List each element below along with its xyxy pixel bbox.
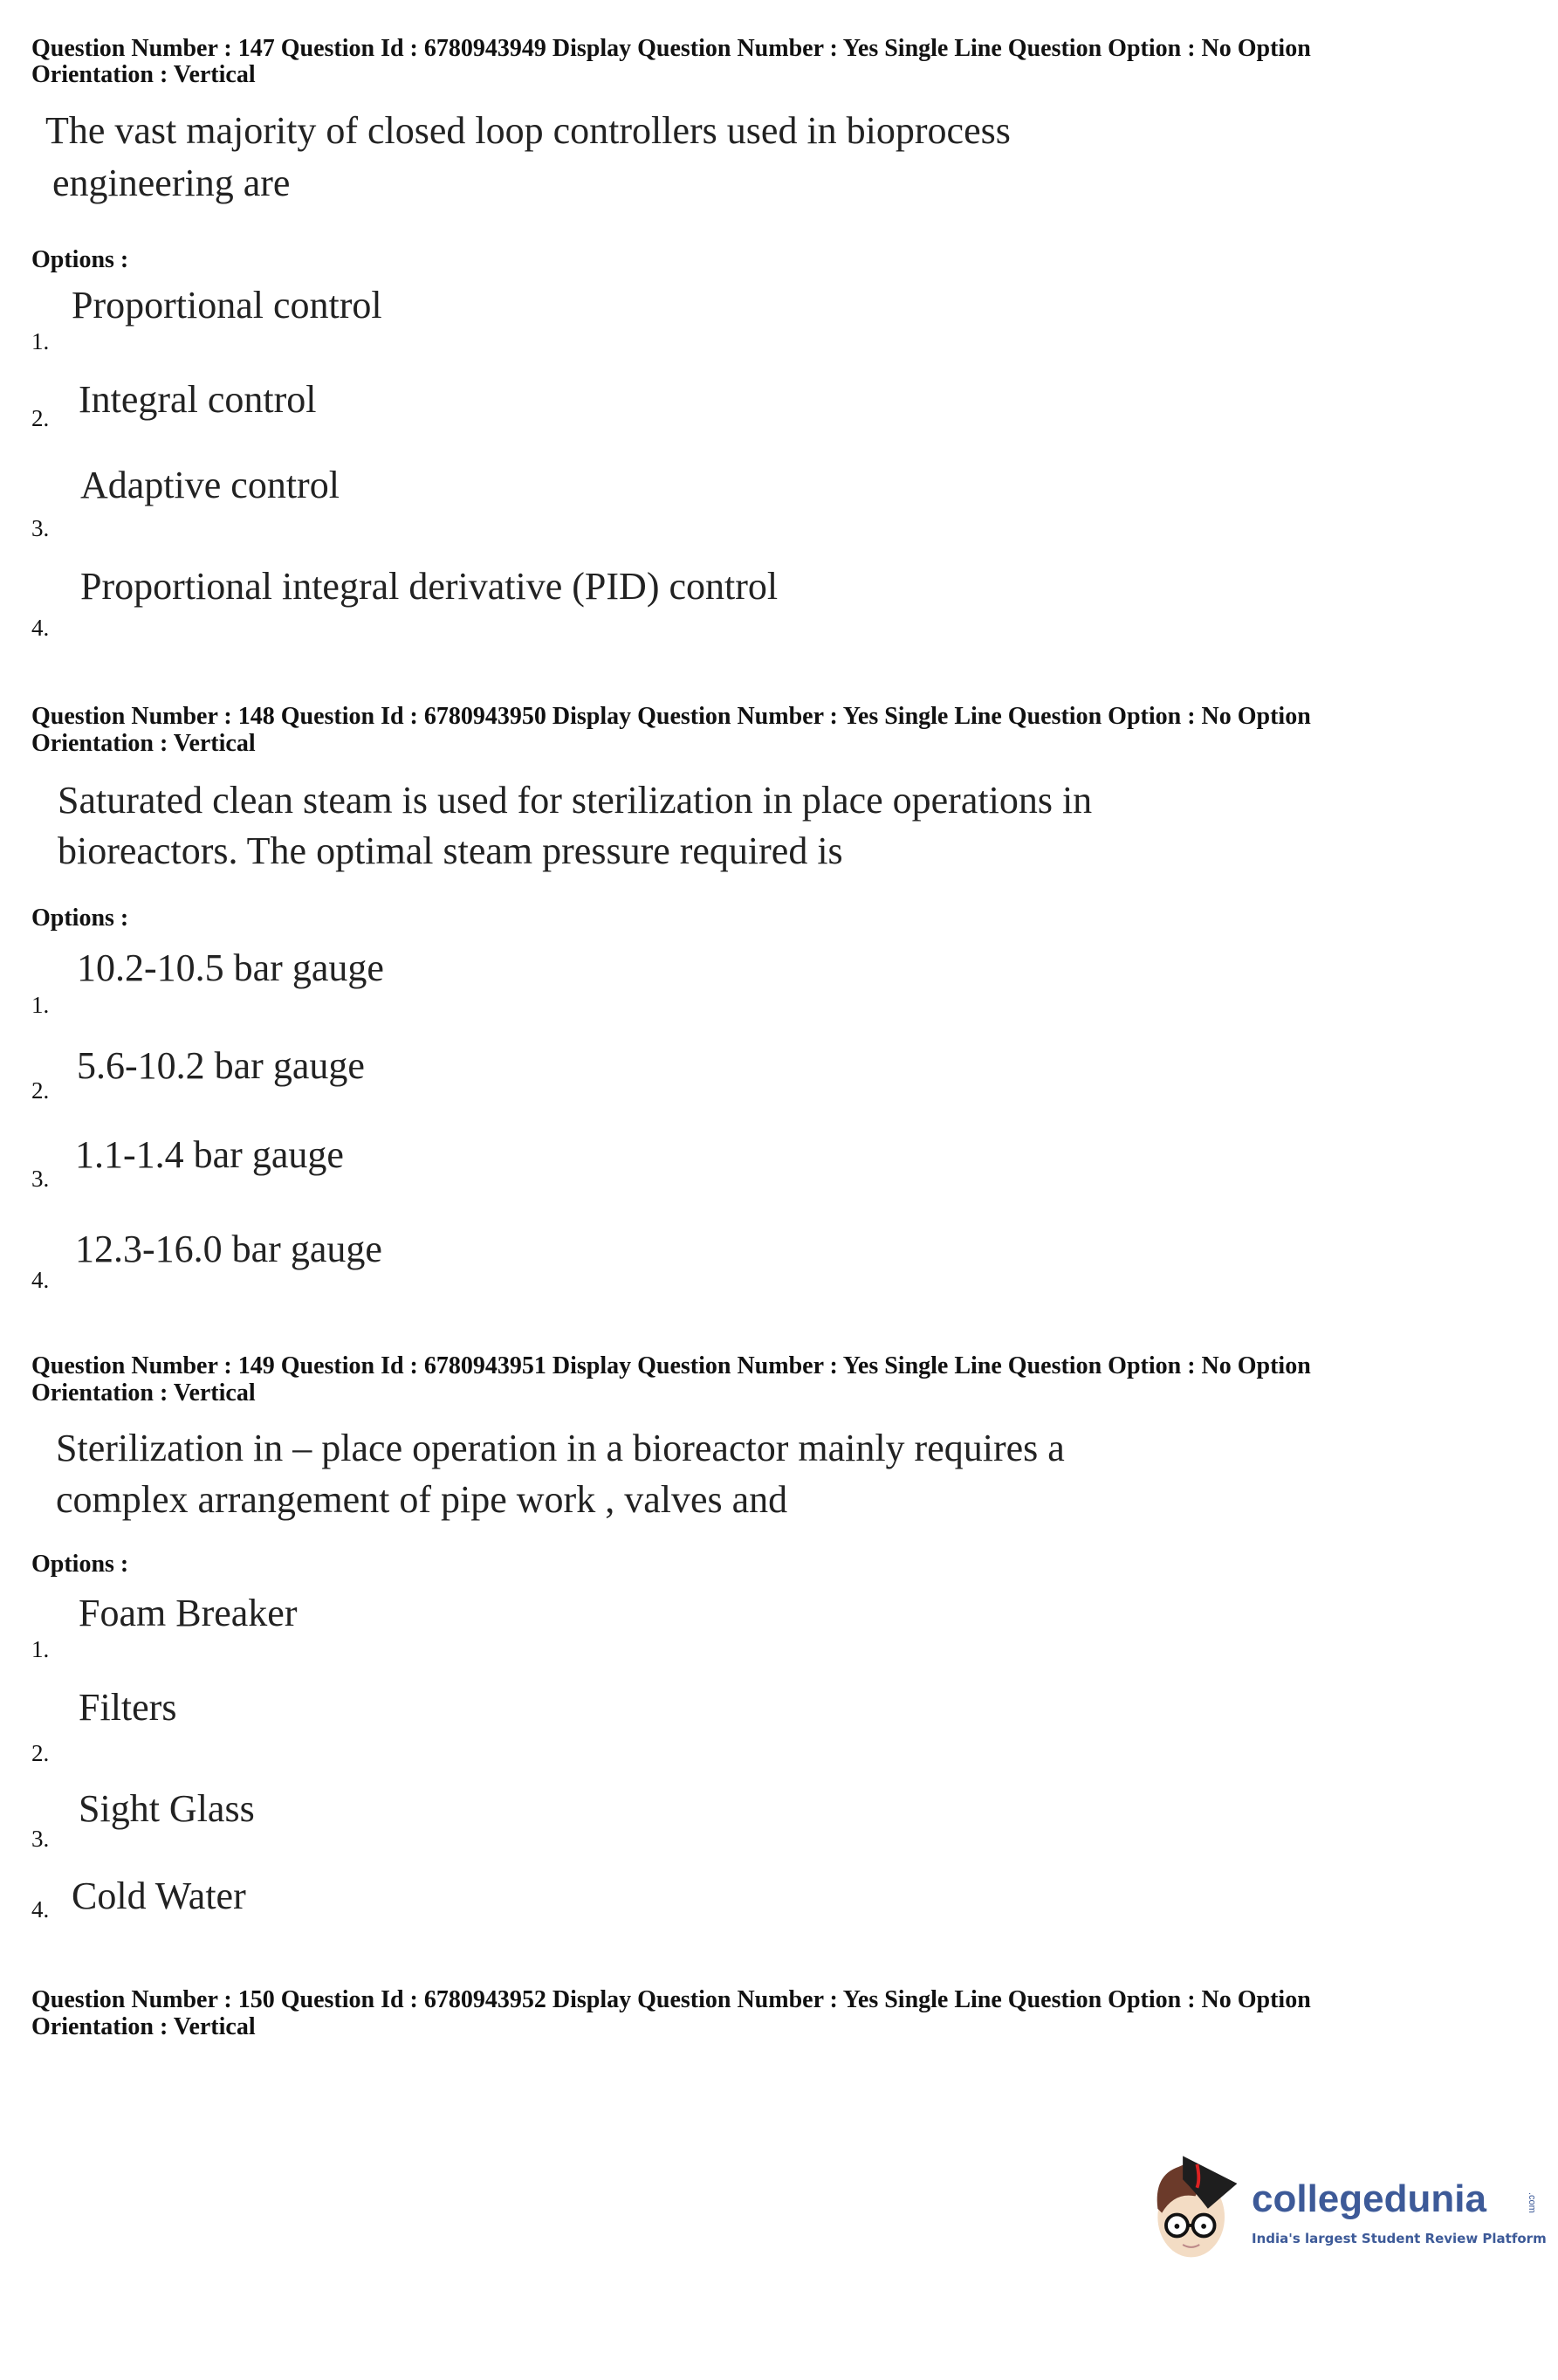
option-text[interactable]: Sight Glass [79, 1787, 255, 1830]
option-number: 3. [31, 1166, 50, 1192]
option-number: 2. [31, 405, 50, 431]
option-text[interactable]: Foam Breaker [79, 1592, 298, 1634]
option-text[interactable]: Cold Water [72, 1874, 246, 1917]
question-text: bioreactors. The optimal steam pressure required is [58, 829, 843, 872]
question-header: Question Number : 150 Question Id : 6780943952 Display Question Number : Yes Single Line Question Option : No Option [31, 1986, 1311, 2013]
option-text[interactable]: Proportional integral derivative (PID) control [80, 565, 779, 608]
question-header-cont: Orientation : Vertical [31, 1379, 256, 1407]
option-text[interactable]: Adaptive control [80, 464, 340, 506]
option-number: 2. [31, 1740, 50, 1766]
options-label: Options : [31, 1551, 129, 1578]
option-text[interactable]: Filters [79, 1686, 177, 1729]
option-number: 1. [31, 992, 50, 1018]
option-text[interactable]: 1.1-1.4 bar gauge [75, 1133, 344, 1176]
logo-suffix: .com [1527, 2192, 1537, 2213]
option-text[interactable]: 10.2-10.5 bar gauge [77, 946, 384, 989]
question-text: The vast majority of closed loop controllers used in bioprocess [45, 109, 1011, 152]
option-number: 3. [31, 1826, 50, 1852]
logo-brand: collegedunia [1252, 2177, 1486, 2220]
option-text[interactable]: Integral control [79, 378, 317, 421]
option-number: 1. [31, 328, 50, 354]
option-text[interactable]: Proportional control [72, 284, 382, 327]
collegedunia-logo [1145, 2143, 1547, 2266]
question-text: Saturated clean steam is used for sterilization in place operations in [58, 779, 1093, 822]
question-header: Question Number : 148 Question Id : 6780943950 Display Question Number : Yes Single Line Question Option : No Option [31, 703, 1311, 730]
option-number: 3. [31, 515, 50, 541]
option-number: 4. [31, 1267, 50, 1293]
option-number: 4. [31, 615, 50, 641]
question-text: Sterilization in – place operation in a bioreactor mainly requires a [56, 1427, 1065, 1469]
question-header: Question Number : 149 Question Id : 6780943951 Display Question Number : Yes Single Line Question Option : No Option [31, 1352, 1311, 1379]
logo-tagline: India's largest Student Review Platform [1252, 2231, 1547, 2246]
question-header-cont: Orientation : Vertical [31, 2013, 256, 2040]
question-text: complex arrangement of pipe work , valves and [56, 1478, 788, 1521]
option-text[interactable]: 5.6-10.2 bar gauge [77, 1044, 365, 1087]
question-text: engineering are [52, 162, 291, 204]
option-number: 2. [31, 1077, 50, 1104]
question-header: Question Number : 147 Question Id : 6780943949 Display Question Number : Yes Single Line Question Option : No Option [31, 35, 1311, 62]
mascot-icon [1145, 2143, 1246, 2266]
question-header-cont: Orientation : Vertical [31, 61, 256, 88]
options-label: Options : [31, 905, 129, 932]
option-number: 1. [31, 1636, 50, 1662]
options-label: Options : [31, 246, 129, 273]
option-text[interactable]: 12.3-16.0 bar gauge [75, 1228, 382, 1270]
option-number: 4. [31, 1896, 50, 1923]
question-header-cont: Orientation : Vertical [31, 730, 256, 757]
